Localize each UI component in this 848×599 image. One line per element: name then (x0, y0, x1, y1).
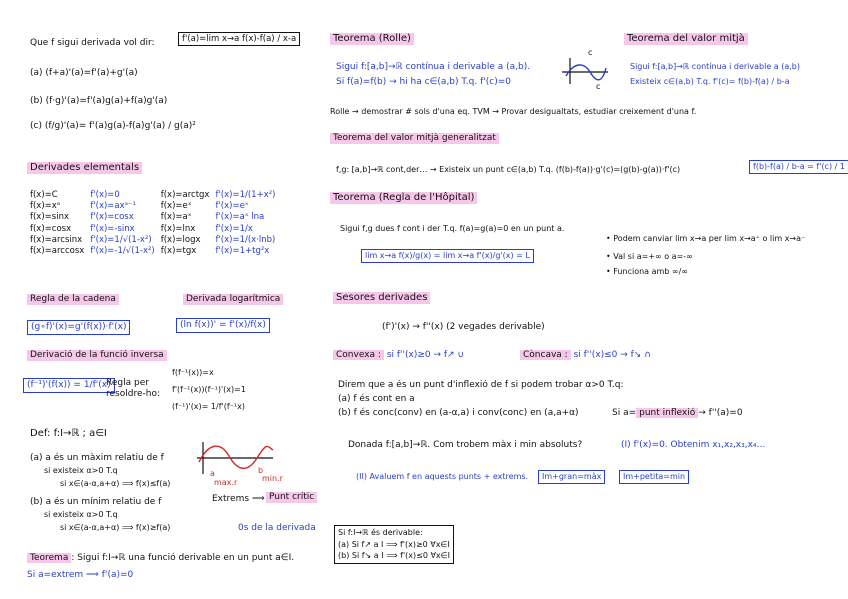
log-derivative-box: (ln f(x))' = f'(x)/f(x) (176, 318, 270, 333)
rule-product: (b) (f·g)'(a)=f'(a)g(a)+f(a)g'(a) (30, 96, 168, 106)
function-cell: f(x)=C (30, 190, 58, 200)
generalized-mean-value-title: Teorema del valor mitjà generalitzat (330, 133, 499, 144)
rule-sum: (a) (f+a)'(a)=f'(a)+g'(a) (30, 68, 138, 78)
function-cell: f(x)=logx (160, 234, 201, 245)
derivative-cell: f'(x)=0 (90, 190, 120, 200)
second-derivative-text: (f')'(x) → f''(x) (2 vegades derivable) (382, 322, 545, 332)
function-cell: f(x)=arccosx (30, 245, 85, 256)
monotony-box (334, 525, 454, 564)
extrems-label: Extrems ⟹ (212, 494, 265, 504)
inverse-function-box: (f⁻¹)'(f(x)) = 1/f'(x) (23, 378, 115, 393)
monotony-line-2: (a) Si f↗ a I ⟹ f'(x)≥0 ∀x∈I (338, 539, 450, 549)
derivative-row (30, 235, 281, 246)
critical-point-label: Punt crític (266, 492, 317, 503)
rule-quotient: (c) (f/g)'(a)= f'(a)g(a)-f(a)g'(a) / g(a)² (30, 121, 196, 131)
convex-label: Convexa : (333, 350, 384, 360)
inflection-line-3: (b) f és conc(conv) en (a-α,a) i conv(conc) en (a,a+α) (338, 408, 579, 418)
convex-line (333, 350, 464, 361)
function-cell: f(x)=arcsinx (30, 234, 83, 245)
rolle-graph (560, 54, 610, 88)
derivative-intro: Que f sigui derivada vol dir: (30, 38, 155, 48)
rolle-line-1: Sigui f:[a,b]→ℝ contínua i derivable a (a,b). (336, 62, 531, 72)
hopital-note-3: • Funciona amb ∞/∞ (606, 267, 688, 276)
chain-rule-box: (g∘f)'(x)=g'(f(x))·f'(x) (27, 320, 130, 335)
function-cell: f(x)=arctgx (160, 190, 210, 200)
rolle-tvm-note: Rolle → demostrar # sols d'una eq. TVM → Provar desigualtats, estudiar creixement d'una f. (330, 107, 697, 116)
elementary-derivatives-title: Derivades elementals (27, 162, 142, 174)
max-def-1: (a) a és un màxim relatiu de f (30, 453, 164, 463)
derivative-row (30, 201, 281, 212)
derivative-cell: f'(x)=1+tg²x (215, 245, 270, 256)
extrema-definition: Def: f:I→ℝ ; a∈I (30, 428, 107, 439)
rolle-c-top: c (588, 48, 593, 57)
mean-value-line-2: Existeix c∈(a,b) T.q. f'(c)= f(b)-f(a) / b-a (630, 77, 790, 86)
concave-line (520, 350, 651, 361)
graph-label-max: max.r (214, 478, 238, 487)
rolle-c-bottom: c (596, 82, 601, 91)
inflection-result-text: → f''(a)=0 (698, 408, 743, 418)
zeros-of-derivative: 0s de la derivada (238, 523, 316, 533)
inflection-point-label: punt inflexió (636, 408, 698, 418)
inverse-function-title: Derivació de la funció inversa (27, 350, 167, 361)
function-cell: f(x)=lnx (160, 223, 196, 234)
derivative-cell: f'(x)=-sinx (90, 223, 135, 234)
derivative-row (30, 224, 281, 235)
derivative-cell: f'(x)=1/(x·lnb) (215, 234, 276, 245)
graph-label-min: min.r (262, 474, 283, 483)
max-def-3: si x∈(a-α,a+α) ⟹ f(x)≤f(a) (60, 479, 171, 488)
concave-text: si f''(x)≤0 → f↘ ∩ (573, 350, 651, 360)
min-def-1: (b) a és un mínim relatiu de f (30, 497, 162, 507)
function-cell: f(x)=eˣ (160, 201, 192, 212)
inflection-result (612, 408, 743, 419)
hopital-box: lim x→a f(x)/g(x) = lim x→a f'(x)/g'(x) = L (361, 249, 534, 263)
rolle-line-2: Si f(a)=f(b) → hi ha c∈(a,b) T.q. f'(c)=0 (336, 77, 511, 87)
derivative-cell: f'(x)=1/(1+x²) (215, 190, 276, 200)
derivative-cell: f'(x)=1/√(1-x²) (90, 234, 152, 245)
absolute-extrema-step-1: (I) f'(x)=0. Obtenim x₁,x₂,x₃,x₄… (621, 440, 766, 450)
function-cell: f(x)=aˣ (160, 212, 192, 223)
inflection-si: Si a= (612, 408, 637, 418)
derivative-cell: f'(x)=axᵃ⁻¹ (90, 201, 136, 212)
function-cell: f(x)=sinx (30, 212, 69, 223)
inverse-rule-label: Regla per resoldre-ho: (106, 378, 160, 399)
derivative-definition-box: f'(a)=lim x→a f(x)-f(a) / x-a (178, 32, 300, 46)
inverse-step-3: (f⁻¹)'(x)= 1/f'(f⁻¹x) (172, 402, 245, 411)
theorem-text: : Sigui f:I→ℝ una funció derivable en un punt a∈I. (71, 553, 295, 563)
inverse-step-1: f(f⁻¹(x))=x (172, 368, 214, 377)
mean-value-title: Teorema del valor mitjà (624, 33, 748, 45)
graph-label-a: a (210, 469, 215, 478)
monotony-line-3: (b) Si f↘ a I ⟹ f'(x)≤0 ∀x∈I (338, 551, 450, 561)
inflection-line-1: Direm que a és un punt d'inflexió de f si podem trobar α>0 T.q: (338, 380, 624, 390)
monotony-line-1: Si f:I→ℝ és derivable: (338, 528, 423, 537)
absolute-extrema-step-2: (II) Avaluem f en aquests punts + extrems. (356, 472, 529, 481)
hopital-title: Teorema (Regla de l'Hôpital) (330, 192, 477, 204)
derivative-cell: f'(x)=cosx (90, 212, 134, 223)
derivative-row (30, 212, 281, 223)
theorem-extrem (27, 553, 294, 564)
hopital-note-2: • Val si a=+∞ o a=-∞ (606, 252, 693, 261)
max-def-2: si existeix α>0 T.q (44, 466, 118, 475)
generalized-mean-value-text: f,g: [a,b]→ℝ cont,der… → Existeix un punt c∈(a,b) T.q. (f(b)-f(a))·g'(c)=(g(b)-g(a))·f'(c) (336, 165, 681, 174)
derivative-cell: f'(x)=aˣ lna (215, 212, 265, 223)
generalized-mean-value-box: f(b)-f(a) / b-a = f'(c) / 1 (749, 160, 848, 174)
derivative-row (30, 190, 281, 201)
derivative-cell: f'(x)=1/x (215, 223, 253, 234)
hopital-note-1: • Podem canviar lim x→a per lim x→a⁺ o lim x→a⁻ (606, 234, 806, 243)
derivative-cell: f'(x)=-1/√(1-x²) (90, 245, 155, 256)
derivative-cell: f'(x)=eˣ (215, 201, 249, 212)
convex-text: si f''(x)≥0 → f↗ ∪ (386, 350, 465, 360)
elementary-derivatives-table (30, 190, 281, 257)
theorem-line-2: Si a=extrem ⟹ f'(a)=0 (27, 570, 134, 580)
log-derivative-title: Derivada logarítmica (183, 294, 283, 305)
rolle-title: Teorema (Rolle) (330, 33, 414, 45)
hopital-text: Sigui f,g dues f cont i der T.q. f(a)=g(a)=0 en un punt a. (340, 224, 565, 233)
successive-derivatives-title: Sesores derivades (333, 292, 430, 304)
absolute-min-box: Im+petita=min (619, 470, 689, 484)
function-cell: f(x)=cosx (30, 223, 72, 234)
function-cell: f(x)=xᵃ (30, 201, 61, 212)
absolute-max-box: Im+gran=màx (538, 470, 605, 484)
absolute-extrema-question: Donada f:[a,b]→ℝ. Com trobem màx i min absoluts? (348, 440, 583, 450)
min-def-2: si existeix α>0 T.q (44, 510, 118, 519)
theorem-label: Teorema (27, 553, 71, 563)
mean-value-line-1: Sigui f:[a,b]→ℝ contínua i derivable a (a,b) (630, 62, 800, 71)
graph-label-b: b (258, 466, 264, 475)
min-def-3: si x∈(a-α,a+α) ⟹ f(x)≥f(a) (60, 523, 171, 532)
concave-label: Còncava : (520, 350, 571, 360)
function-cell: f(x)=tgx (160, 245, 197, 256)
inflection-line-2: (a) f és cont en a (338, 394, 415, 404)
inverse-step-2: f'(f⁻¹(x))(f⁻¹)'(x)=1 (172, 385, 246, 394)
derivative-row (30, 246, 281, 257)
chain-rule-title: Regla de la cadena (27, 294, 119, 305)
